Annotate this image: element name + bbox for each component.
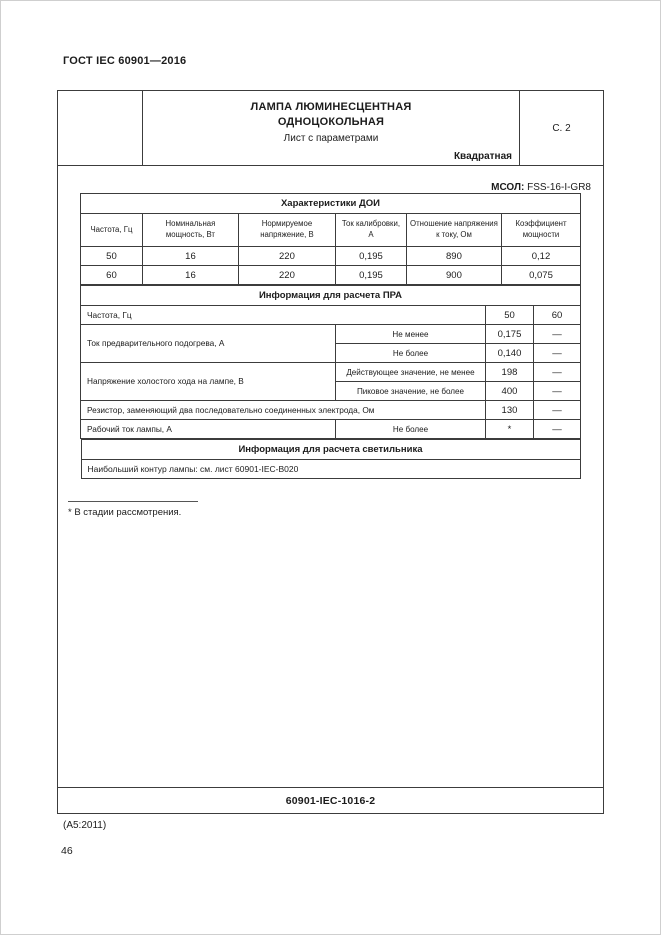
table-cell: — (533, 344, 580, 363)
table-cell: Рабочий ток лампы, А (80, 420, 335, 439)
header-empty-cell (58, 91, 143, 165)
footnote-text: * В стадии рассмотрения. (68, 507, 182, 518)
table-cell: 130 (485, 401, 533, 420)
table-cell: 198 (485, 363, 533, 382)
pra-resistor-row (80, 401, 580, 420)
table-cell: Частота, Гц (80, 306, 485, 325)
footnote-block (68, 501, 603, 518)
table-cell: — (533, 382, 580, 401)
amendment-label: (А5:2011) (63, 820, 107, 831)
pra-preheat-min-row (80, 325, 580, 344)
sheet-doc-id: 60901-IEC-1016-2 (58, 787, 603, 813)
table-cell: 50 (80, 247, 142, 266)
table-cell: 60 (80, 266, 142, 285)
footnote-rule (68, 501, 198, 502)
table-cell: — (533, 420, 580, 439)
table-cell: Пиковое значение, не более (335, 382, 485, 401)
sheet-page-ref: С. 2 (519, 91, 603, 165)
table-cell: 0,12 (501, 247, 580, 266)
table-cell: Резистор, заменяющий два последовательно соединенных электрода, Ом (80, 401, 485, 420)
table-cell: 220 (238, 266, 335, 285)
doi-data-row (80, 247, 580, 266)
cap-designation-label: МСОЛ: (491, 182, 525, 193)
pra-ocv-rms-row (80, 363, 580, 382)
table-cell: 890 (406, 247, 501, 266)
cap-designation-line (58, 166, 603, 193)
standard-number-header: ГОСТ IEC 60901—2016 (63, 55, 187, 67)
parameter-sheet-card (57, 90, 604, 814)
table-cell: — (533, 401, 580, 420)
table-cell: Не более (335, 420, 485, 439)
table-cell: 220 (238, 247, 335, 266)
lamp-shape-label: Квадратная (453, 151, 512, 162)
doi-col-header: Коэффициент мощности (501, 214, 580, 247)
pra-table-title: Информация для расчета ПРА (80, 286, 580, 306)
doi-col-header: Отношение напряжения к току, Ом (406, 214, 501, 247)
header-title-cell (143, 91, 519, 165)
table-cell: 400 (485, 382, 533, 401)
table-cell: 50 (485, 306, 533, 325)
doi-col-header: Нормируемое напряжение, В (238, 214, 335, 247)
table-cell: 16 (142, 266, 238, 285)
sheet-subtitle: Лист с параметрами (283, 132, 379, 144)
page-number: 46 (61, 845, 73, 857)
doi-col-header: Ток калибровки, А (335, 214, 406, 247)
table-cell: — (533, 325, 580, 344)
table-cell: — (533, 363, 580, 382)
pra-operating-current-row (80, 420, 580, 439)
doi-col-header: Номинальная мощность, Вт (142, 214, 238, 247)
doi-characteristics-table (80, 193, 581, 285)
table-cell: 0,195 (335, 247, 406, 266)
sheet-header (58, 91, 603, 166)
doi-data-row (80, 266, 580, 285)
table-cell: 16 (142, 247, 238, 266)
table-cell: 0,175 (485, 325, 533, 344)
table-cell: 0,075 (501, 266, 580, 285)
table-cell: * (485, 420, 533, 439)
table-cell: Ток предварительного подогрева, А (80, 325, 335, 363)
lamp-title-line2: ОДНОЦОКОЛЬНАЯ (277, 115, 385, 128)
table-cell: 900 (406, 266, 501, 285)
table-cell: Не менее (335, 325, 485, 344)
table-cell: 0,140 (485, 344, 533, 363)
ballast-info-table (80, 285, 581, 439)
table-cell: Напряжение холостого хода на лампе, В (80, 363, 335, 401)
luminaire-table-title: Информация для расчета светильника (81, 440, 580, 460)
luminaire-info-table (81, 439, 581, 479)
luminaire-table-content: Наибольший контур лампы: см. лист 60901-IEC-B020 (81, 460, 580, 479)
table-cell: 60 (533, 306, 580, 325)
doi-header-row (80, 214, 580, 247)
table-cell: Не более (335, 344, 485, 363)
lamp-title-line1: ЛАМПА ЛЮМИНЕСЦЕНТНАЯ (250, 101, 412, 113)
doi-col-header: Частота, Гц (80, 214, 142, 247)
pra-frequency-row (80, 306, 580, 325)
table-cell: 0,195 (335, 266, 406, 285)
table-cell: Действующее значение, не менее (335, 363, 485, 382)
cap-designation-value: FSS-16-I-GR8 (527, 182, 591, 193)
doi-table-title: Характеристики ДОИ (80, 194, 580, 214)
